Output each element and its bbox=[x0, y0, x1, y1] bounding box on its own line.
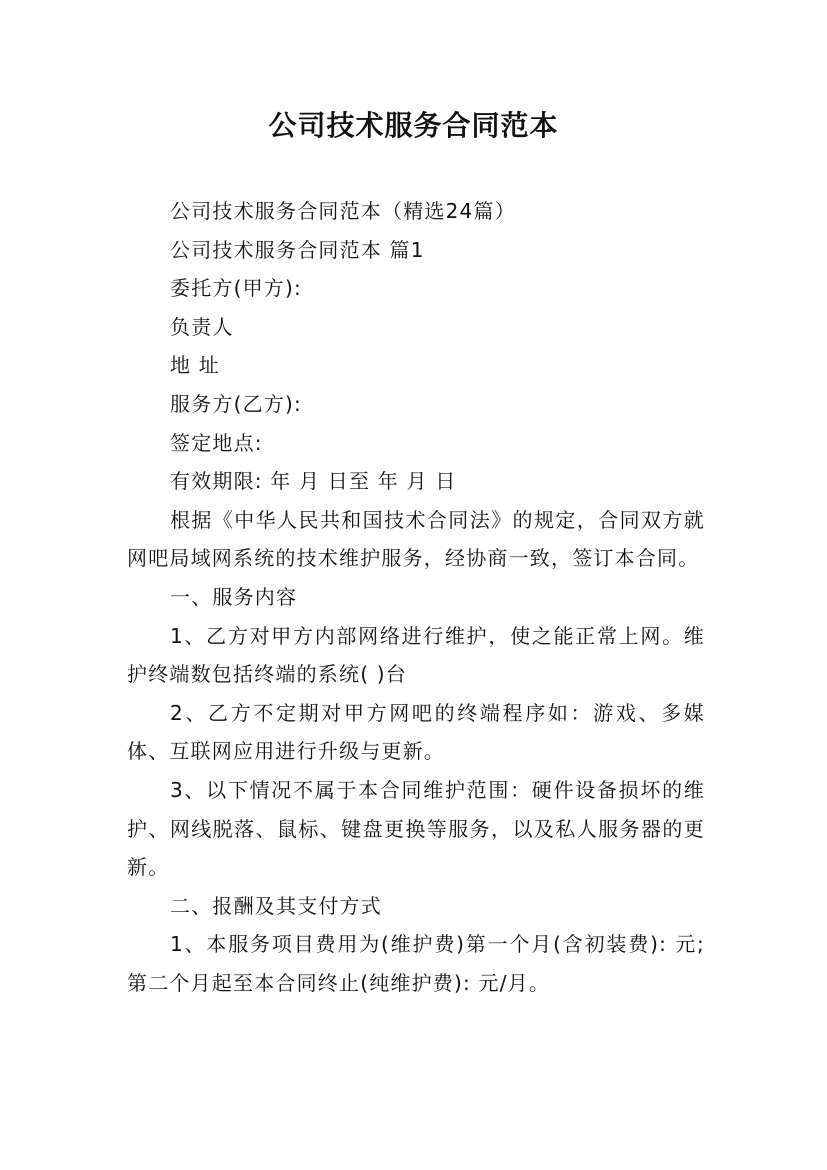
document-body bbox=[127, 192, 705, 1002]
paragraph-clause-1: 1、乙方对甲方内部网络进行维护，使之能正常上网。维护终端数包括终端的系统( )台 bbox=[127, 623, 705, 687]
paragraph-section-heading: 公司技术服务合同范本 篇1 bbox=[170, 237, 425, 262]
paragraph-responsible-person: 负责人 bbox=[170, 314, 234, 339]
paragraph-heading-remuneration: 二、报酬及其支付方式 bbox=[170, 893, 382, 918]
paragraph-service-provider: 服务方(乙方): bbox=[170, 391, 302, 416]
paragraph-validity-period: 有效期限: 年 月 日至 年 月 日 bbox=[170, 469, 457, 494]
paragraph-clause-2: 2、乙方不定期对甲方网吧的终端程序如：游戏、多媒体、互联网应用进行升级与更新。 bbox=[127, 700, 705, 764]
paragraph-signing-place: 签定地点: bbox=[170, 430, 263, 455]
paragraph-address: 地 址 bbox=[170, 353, 220, 378]
paragraph-heading-service-content: 一、服务内容 bbox=[170, 584, 298, 609]
document-title: 公司技术服务合同范本 bbox=[268, 109, 559, 142]
paragraph-clause-3: 3、以下情况不属于本合同维护范围：硬件设备损坏的维护、网线脱落、鼠标、键盘更换等服务，以及私人服务器的更新。 bbox=[127, 777, 705, 880]
paragraph-remuneration-clause-1: 1、本服务项目费用为(维护费)第一个月(含初装费): 元;第二个月起至本合同终止(纯维护费): 元/月。 bbox=[127, 932, 705, 995]
paragraph-subtitle: 公司技术服务合同范本（精选24篇） bbox=[170, 199, 516, 223]
paragraph-preamble: 根据《中华人民共和国技术合同法》的规定，合同双方就网吧局域网系统的技术维护服务，经协商一致，签订本合同。 bbox=[127, 507, 705, 571]
paragraph-client: 委托方(甲方): bbox=[170, 276, 302, 301]
